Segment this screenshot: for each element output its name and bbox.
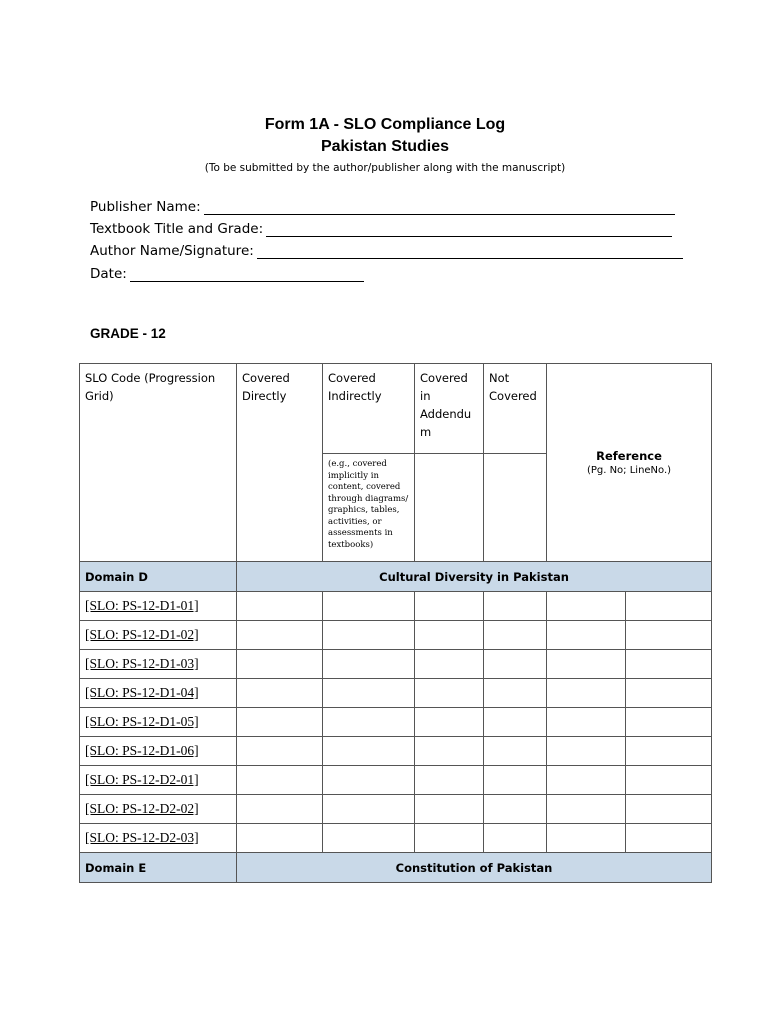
slo-row [80,650,712,679]
entry-cell[interactable] [547,592,626,621]
domain-row [80,853,712,883]
slo-row [80,795,712,824]
domain-label: Domain D [80,562,237,592]
slo-row [80,824,712,853]
entry-cell[interactable] [323,766,415,795]
entry-cell[interactable] [547,737,626,766]
slo-row [80,737,712,766]
publisher-name-label: Publisher Name: [90,199,201,215]
slo-code[interactable]: [SLO: PS-12-D1-06] [80,737,237,766]
reference-title: Reference [596,449,662,463]
publisher-name-line[interactable] [204,202,675,215]
entry-cell[interactable] [626,795,712,824]
indirect-note: (e.g., covered implicitly in content, covered through diagrams/ graphics, tables, activities, or assessments in textbooks) [323,454,415,562]
entry-cell[interactable] [415,679,484,708]
entry-cell[interactable] [484,650,547,679]
entry-cell[interactable] [547,766,626,795]
header-empty-cell [415,454,484,562]
entry-cell[interactable] [323,824,415,853]
entry-cell[interactable] [484,679,547,708]
entry-cell[interactable] [626,737,712,766]
domain-title: Constitution of Pakistan [237,853,712,883]
header-covered-indirectly: Covered Indirectly [323,364,415,454]
entry-cell[interactable] [323,795,415,824]
entry-cell[interactable] [323,737,415,766]
subject-title: Pakistan Studies [320,138,450,155]
entry-cell[interactable] [626,708,712,737]
slo-code[interactable]: [SLO: PS-12-D1-05] [80,708,237,737]
slo-row [80,708,712,737]
entry-cell[interactable] [323,592,415,621]
entry-cell[interactable] [415,621,484,650]
entry-cell[interactable] [237,592,323,621]
entry-cell[interactable] [237,795,323,824]
slo-compliance-table [79,363,712,883]
slo-code[interactable]: [SLO: PS-12-D1-02] [80,621,237,650]
slo-row [80,679,712,708]
slo-code[interactable]: [SLO: PS-12-D2-03] [80,824,237,853]
slo-code[interactable]: [SLO: PS-12-D1-04] [80,679,237,708]
entry-cell[interactable] [415,824,484,853]
entry-cell[interactable] [547,824,626,853]
entry-cell[interactable] [415,650,484,679]
entry-cell[interactable] [484,824,547,853]
entry-cell[interactable] [484,592,547,621]
domain-row [80,562,712,592]
header-covered-directly: Covered Directly [237,364,323,562]
entry-cell[interactable] [237,621,323,650]
slo-code[interactable]: [SLO: PS-12-D2-02] [80,795,237,824]
entry-cell[interactable] [484,795,547,824]
slo-row [80,621,712,650]
publisher-name-field[interactable] [90,199,675,215]
entry-cell[interactable] [237,737,323,766]
slo-row [80,766,712,795]
entry-cell[interactable] [547,679,626,708]
author-signature-label: Author Name/Signature: [90,243,254,259]
entry-cell[interactable] [237,824,323,853]
entry-cell[interactable] [237,708,323,737]
entry-cell[interactable] [415,737,484,766]
date-line[interactable] [130,269,364,282]
entry-cell[interactable] [237,679,323,708]
entry-cell[interactable] [415,766,484,795]
slo-row [80,592,712,621]
form-title: Form 1A - SLO Compliance Log [264,116,506,133]
author-signature-line[interactable] [257,246,683,259]
entry-cell[interactable] [415,708,484,737]
grade-heading: GRADE - 12 [90,326,166,341]
entry-cell[interactable] [237,766,323,795]
entry-cell[interactable] [323,708,415,737]
domain-label: Domain E [80,853,237,883]
entry-cell[interactable] [484,737,547,766]
entry-cell[interactable] [626,592,712,621]
entry-cell[interactable] [323,650,415,679]
slo-code[interactable]: [SLO: PS-12-D2-01] [80,766,237,795]
date-field[interactable] [90,266,364,282]
header-empty-cell [484,454,547,562]
entry-cell[interactable] [323,621,415,650]
form-subtitle: (To be submitted by the author/publisher along with the manuscript) [204,162,566,174]
textbook-title-field[interactable] [90,221,672,237]
entry-cell[interactable] [626,621,712,650]
entry-cell[interactable] [626,824,712,853]
entry-cell[interactable] [237,650,323,679]
entry-cell[interactable] [626,766,712,795]
date-label: Date: [90,266,127,282]
entry-cell[interactable] [484,708,547,737]
entry-cell[interactable] [323,679,415,708]
slo-code[interactable]: [SLO: PS-12-D1-03] [80,650,237,679]
header-reference [547,364,712,562]
reference-subtitle: (Pg. No; LineNo.) [586,465,672,476]
entry-cell[interactable] [547,621,626,650]
domain-title: Cultural Diversity in Pakistan [237,562,712,592]
entry-cell[interactable] [484,766,547,795]
header-covered-addendum: Covered in Addendu m [415,364,484,454]
header-not-covered: Not Covered [484,364,547,454]
entry-cell[interactable] [626,679,712,708]
entry-cell[interactable] [415,592,484,621]
author-signature-field[interactable] [90,243,683,259]
header-slo-code: SLO Code (Progression Grid) [80,364,237,562]
entry-cell[interactable] [415,795,484,824]
entry-cell[interactable] [484,621,547,650]
slo-code[interactable]: [SLO: PS-12-D1-01] [80,592,237,621]
entry-cell[interactable] [547,795,626,824]
textbook-title-line[interactable] [266,224,672,237]
entry-cell[interactable] [547,650,626,679]
entry-cell[interactable] [626,650,712,679]
entry-cell[interactable] [547,708,626,737]
textbook-title-label: Textbook Title and Grade: [90,221,264,237]
